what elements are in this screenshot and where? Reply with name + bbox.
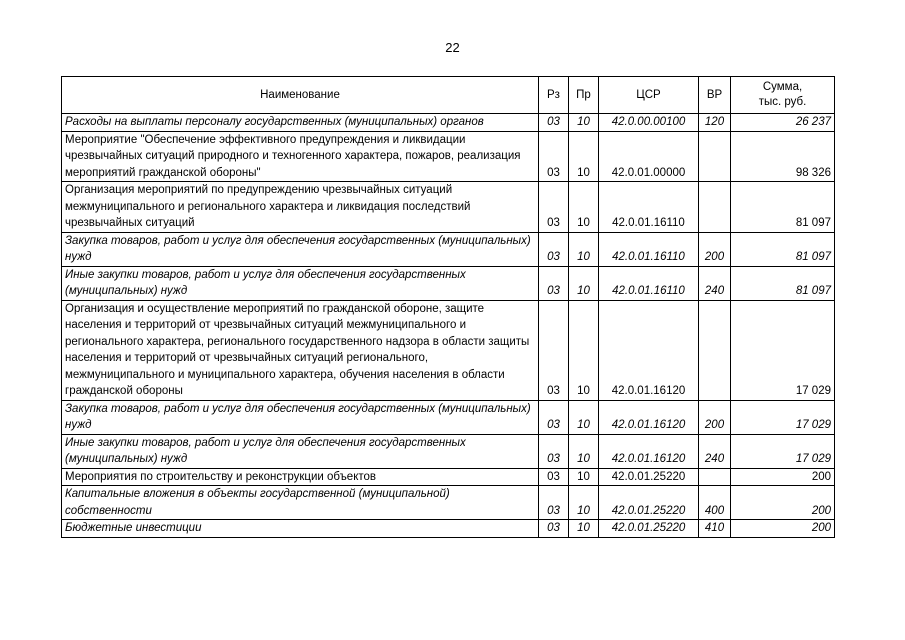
table-row bbox=[62, 182, 835, 233]
table-row bbox=[62, 131, 835, 182]
cell-vr: 240 bbox=[699, 434, 731, 468]
header-vr: ВР bbox=[699, 77, 731, 114]
table-row bbox=[62, 468, 835, 486]
cell-rz: 03 bbox=[539, 520, 569, 538]
cell-vr: 400 bbox=[699, 486, 731, 520]
cell-name: Мероприятие "Обеспечение эффективного предупреждения и ликвидации чрезвычайных ситуаций природного и техногенного характера, пожаров, реализация мероприятий гражданской обороны" bbox=[62, 131, 539, 182]
cell-rz: 03 bbox=[539, 434, 569, 468]
cell-csr: 42.0.01.16110 bbox=[599, 232, 699, 266]
cell-pr: 10 bbox=[569, 114, 599, 132]
cell-rz: 03 bbox=[539, 400, 569, 434]
cell-sum: 17 029 bbox=[731, 434, 835, 468]
cell-vr: 200 bbox=[699, 232, 731, 266]
cell-vr: 410 bbox=[699, 520, 731, 538]
table-header-row bbox=[62, 77, 835, 114]
header-csr: ЦСР bbox=[599, 77, 699, 114]
page-number: 22 bbox=[445, 40, 460, 55]
cell-pr: 10 bbox=[569, 182, 599, 233]
cell-vr bbox=[699, 182, 731, 233]
table-row bbox=[62, 486, 835, 520]
cell-pr: 10 bbox=[569, 131, 599, 182]
cell-csr: 42.0.01.16120 bbox=[599, 434, 699, 468]
cell-csr: 42.0.01.00000 bbox=[599, 131, 699, 182]
cell-rz: 03 bbox=[539, 131, 569, 182]
cell-pr: 10 bbox=[569, 300, 599, 400]
cell-csr: 42.0.01.16110 bbox=[599, 266, 699, 300]
cell-pr: 10 bbox=[569, 434, 599, 468]
cell-rz: 03 bbox=[539, 232, 569, 266]
table-row bbox=[62, 114, 835, 132]
cell-pr: 10 bbox=[569, 520, 599, 538]
cell-sum: 17 029 bbox=[731, 400, 835, 434]
cell-name: Капитальные вложения в объекты государственной (муниципальной) собственности bbox=[62, 486, 539, 520]
cell-csr: 42.0.01.25220 bbox=[599, 520, 699, 538]
cell-sum: 81 097 bbox=[731, 182, 835, 233]
cell-rz: 03 bbox=[539, 300, 569, 400]
header-sum-line1: Сумма, bbox=[762, 81, 803, 93]
cell-vr: 120 bbox=[699, 114, 731, 132]
cell-vr: 200 bbox=[699, 400, 731, 434]
cell-pr: 10 bbox=[569, 468, 599, 486]
header-pr: Пр bbox=[569, 77, 599, 114]
cell-sum: 200 bbox=[731, 520, 835, 538]
header-sum-line2: тыс. руб. bbox=[758, 96, 807, 108]
cell-pr: 10 bbox=[569, 400, 599, 434]
budget-table bbox=[61, 76, 835, 538]
cell-sum: 26 237 bbox=[731, 114, 835, 132]
table-row bbox=[62, 300, 835, 400]
cell-csr: 42.0.01.16110 bbox=[599, 182, 699, 233]
cell-name: Иные закупки товаров, работ и услуг для обеспечения государственных (муниципальных) нужд bbox=[62, 266, 539, 300]
cell-csr: 42.0.01.16120 bbox=[599, 400, 699, 434]
cell-sum: 81 097 bbox=[731, 232, 835, 266]
cell-vr bbox=[699, 468, 731, 486]
table-row bbox=[62, 232, 835, 266]
table-row bbox=[62, 434, 835, 468]
cell-sum: 200 bbox=[731, 468, 835, 486]
cell-csr: 42.0.01.25220 bbox=[599, 468, 699, 486]
table-row bbox=[62, 266, 835, 300]
cell-name: Организация мероприятий по предупреждению чрезвычайных ситуаций межмуниципального и регионального характера и ликвидация последствий чрезвычайных ситуаций bbox=[62, 182, 539, 233]
table-body bbox=[62, 114, 835, 538]
cell-name: Закупка товаров, работ и услуг для обеспечения государственных (муниципальных) нужд bbox=[62, 232, 539, 266]
cell-name: Иные закупки товаров, работ и услуг для обеспечения государственных (муниципальных) нужд bbox=[62, 434, 539, 468]
cell-name: Бюджетные инвестиции bbox=[62, 520, 539, 538]
cell-sum: 200 bbox=[731, 486, 835, 520]
cell-vr bbox=[699, 300, 731, 400]
cell-name: Организация и осуществление мероприятий по гражданской обороне, защите населения и территорий от чрезвычайных ситуаций межмуниципального и регионального характера, регионального государственного надзора в области защиты населения и территорий от чрезвычайных ситуаций регионального, межмуниципального и муниципального характера, обучения населения в области гражданской обороны bbox=[62, 300, 539, 400]
cell-rz: 03 bbox=[539, 182, 569, 233]
header-sum bbox=[731, 77, 835, 114]
cell-csr: 42.0.01.25220 bbox=[599, 486, 699, 520]
cell-csr: 42.0.01.16120 bbox=[599, 300, 699, 400]
header-rz: Рз bbox=[539, 77, 569, 114]
cell-rz: 03 bbox=[539, 468, 569, 486]
header-name: Наименование bbox=[62, 77, 539, 114]
cell-pr: 10 bbox=[569, 486, 599, 520]
cell-name: Расходы на выплаты персоналу государственных (муниципальных) органов bbox=[62, 114, 539, 132]
cell-name: Мероприятия по строительству и реконструкции объектов bbox=[62, 468, 539, 486]
cell-csr: 42.0.00.00100 bbox=[599, 114, 699, 132]
cell-name: Закупка товаров, работ и услуг для обеспечения государственных (муниципальных) нужд bbox=[62, 400, 539, 434]
cell-sum: 17 029 bbox=[731, 300, 835, 400]
cell-pr: 10 bbox=[569, 232, 599, 266]
cell-rz: 03 bbox=[539, 114, 569, 132]
table-row bbox=[62, 520, 835, 538]
cell-vr: 240 bbox=[699, 266, 731, 300]
cell-rz: 03 bbox=[539, 266, 569, 300]
cell-pr: 10 bbox=[569, 266, 599, 300]
cell-vr bbox=[699, 131, 731, 182]
cell-sum: 81 097 bbox=[731, 266, 835, 300]
table-row bbox=[62, 400, 835, 434]
cell-rz: 03 bbox=[539, 486, 569, 520]
cell-sum: 98 326 bbox=[731, 131, 835, 182]
